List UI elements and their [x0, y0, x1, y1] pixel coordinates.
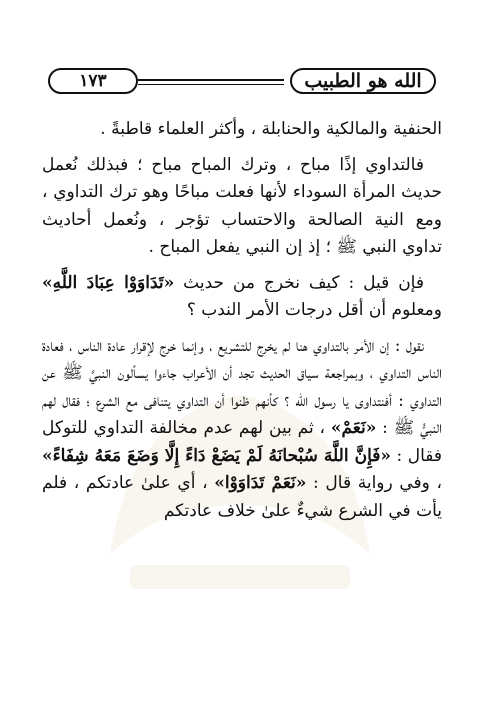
hadith-quote: «تَدَاوَوْا عِبَادَ اللَّهِ»: [42, 272, 175, 293]
paragraph-1-text: الحنفية والمالكية والحنابلة ، وأكثر العلماء قاطبةً .: [100, 119, 442, 139]
page-number-badge: [48, 68, 138, 94]
paragraph-2: [42, 152, 442, 262]
page-header: [34, 64, 444, 98]
page-body: [42, 116, 442, 533]
header-rule: [138, 79, 284, 81]
paragraph-4-text-a: نقول : إن الأمر بالتداوي هنا لم يخرج للتشريع ، وإنما خرج لإقرار عادة الناس ، فعادة الناس التداوي ، وبمراجعة سياق الحديث تجد أن الأعراب جاءوا يسألون النبيَّ ﷺ عن التداوي : أفنتداوى يا رسول الله ؟ كأنهم ظنوا أن التداوي يتنافى مع الشرع ؛ فقال لهم النبيُّ ﷺ :: [42, 335, 442, 438]
paragraph-4-text-c: ، وفي رواية قال :: [306, 473, 443, 493]
running-title: الله هو الطبيب: [304, 70, 422, 92]
header-rule-thin: [138, 84, 284, 85]
paragraph-4-text-d: ، أي علىٰ عادتكم ، فلم يأت في الشرع شيءٌ علىٰ خلاف عادتكم: [42, 473, 442, 521]
page-number: ١٧٣: [79, 71, 107, 91]
running-title-badge: [290, 68, 436, 94]
paragraph-3-text-a: فإن قيل : كيف نخرج من حديث: [174, 272, 424, 293]
paragraph-2-text: فالتداوي إذًا مباح ، وترك المباح مباح ؛ فبذلك نُعمل حديث المرأة السوداء لأنها فعلت مباحًا وهو ترك التداوي ، ومع النية الصالحة والاحتساب تؤجر ، ونُعمل أحاديث تداوي النبي ﷺ ؛ إذ إن النبي يفعل المباح .: [42, 154, 442, 257]
paragraph-3: [42, 270, 442, 325]
paragraph-1: [42, 116, 442, 144]
paragraph-4-text-b: ، ثم بين لهم عدم مخالفة التداوي للتوكل فقال :: [42, 418, 442, 466]
hadith-quote: «نَعَمْ»: [330, 418, 377, 438]
paragraph-4: [42, 333, 442, 526]
hadith-quote: «فَإِنَّ اللَّهَ سُبْحانَهُ لَمْ يَضَعْ دَاءً إِلَّا وَضَعَ مَعَهُ شِفَاءً»: [42, 445, 392, 466]
paragraph-3-text-b: ومعلوم أن أقل درجات الأمر الندب ؟: [186, 300, 442, 320]
hadith-quote: «نَعَمْ تَدَاوَوْا»: [214, 473, 307, 493]
